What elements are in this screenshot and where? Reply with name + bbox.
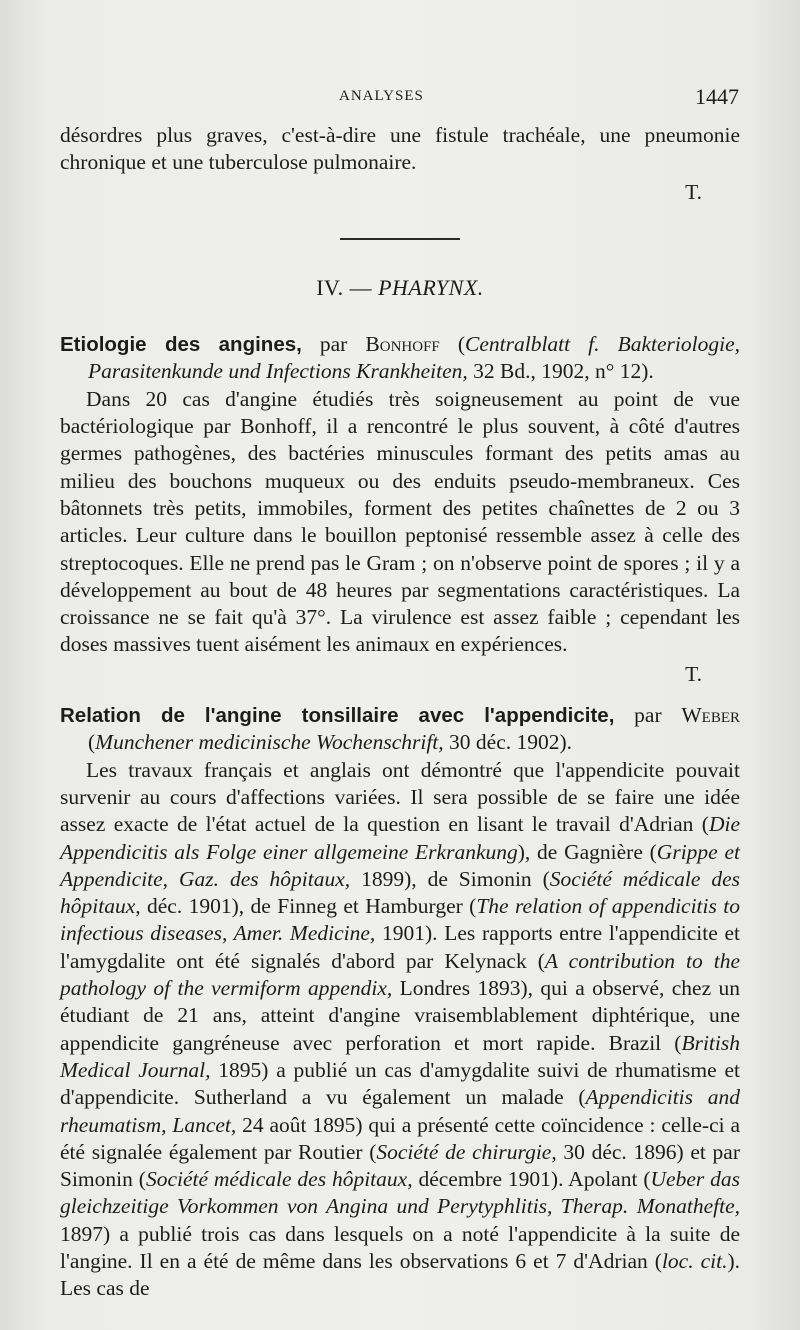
article-2-paren: ( xyxy=(88,730,96,755)
article-1-author: Bonhoff xyxy=(365,332,440,357)
intro-paragraph: désordres plus graves, c'est-à-dire une fistule trachéale, une pneumonie chronique et une tuberculose pulmonaire. xyxy=(60,123,740,175)
article-1-title: Etiologie des angines, xyxy=(60,333,302,357)
reference-title: Grippe et Appendicite, Gaz. des hôpitaux, xyxy=(60,839,740,891)
article-2-body xyxy=(60,757,740,1303)
reference-title: British Medical Journal, xyxy=(60,1030,740,1082)
article-1-signature: T. xyxy=(685,661,702,686)
section-heading xyxy=(60,274,740,301)
page-body xyxy=(60,122,740,1303)
article-1-by: par xyxy=(301,332,366,357)
text-run: Les travaux français et anglais ont démontré que l'appendicite pouvait survenir au cours d'affections variées. Il sera possible de se faire une idée assez exacte de l'état actuel de la question en lisant le travail d'Adrian ( xyxy=(60,757,740,837)
intro-signature: T. xyxy=(685,179,702,204)
text-run: ), de Gagnière ( xyxy=(517,839,657,864)
reference-title: Société médicale des hôpitaux, xyxy=(60,866,740,919)
reference-title: Ueber das gleichzeitige Vorkommen von Angina und Perytyphlitis, Therap. Monathefte, xyxy=(60,1167,740,1219)
reference-title: Société de chirurgie, xyxy=(376,1139,557,1164)
reference-title: The relation of appendicitis to infectious diseases, Amer. Medicine, xyxy=(60,894,740,946)
article-1-body: Dans 20 cas d'angine étudiés très soigneusement au point de vue bactériologique par Bonhoff, il a rencontré le plus souvent, à côté d'autres germes pathogènes, des bactéries minuscules formant des petits amas au milieu des bouchons muqueux ou des enduits pseudo-membraneux. Ces bâtonnets très petits, immobiles, forment des petites chaînettes de 2 ou 3 articles. Leur culture dans le bouillon peptonisé ressemble assez à celle des streptocoques. Elle ne prend pas le Gram ; on n'observe point de spores ; il y a développement au bout de 48 heures par segmentations caractéristiques. La croissance ne se fait qu'à 37°. La virulence est assez faible ; cependant les doses massives tuent aisément les animaux en expériences. xyxy=(60,386,740,657)
section-number: IV. — xyxy=(316,274,373,300)
article-1-volume: 32 Bd., 1902, n° 12). xyxy=(467,359,654,384)
text-run: décembre 1901). Apolant ( xyxy=(412,1167,651,1192)
page-header xyxy=(0,84,800,109)
section-divider xyxy=(340,238,460,240)
page-number: 1447 xyxy=(695,84,739,109)
text-run: ). Les cas de xyxy=(60,1248,740,1301)
text-run: 1899), de Simonin ( xyxy=(350,866,550,891)
article-2-journal: Munchener medicinische Wochenschrift, xyxy=(95,730,444,755)
reference-title: Société médicale des hôpitaux, xyxy=(145,1167,413,1192)
text-run: 24 août 1895) qui a présenté cette coïncidence : celle-ci a été signalée également par Routier ( xyxy=(60,1112,740,1164)
text-run: 1897) a publié trois cas dans lesquels on a noté l'appendicite à la suite de l'angine. Il en a été de même dans les observations 6 et 7 d'Adrian ( xyxy=(60,1221,740,1273)
article-1-journal: Centralblatt f. Bakteriologie, Parasitenkunde und Infections Krankheiten, xyxy=(88,332,740,384)
article-spacer xyxy=(60,688,740,702)
section-title: PHARYNX. xyxy=(378,274,484,300)
reference-title: Appendicitis and rheumatism, Lancet, xyxy=(60,1085,740,1137)
article-2-author: Weber xyxy=(681,703,740,728)
article-1-paren: ( xyxy=(439,332,465,357)
reference-title: Die Appendicitis als Folge einer allgemeine Erkrankung xyxy=(60,812,740,864)
article-2-title: Relation de l'angine tonsillaire avec l'appendicite, xyxy=(60,704,615,728)
text-run: 1901). Les rapports entre l'appendicite et l'amygdalite ont été signalés d'abord par Kelynack ( xyxy=(60,921,740,973)
article-1-citation xyxy=(60,331,740,386)
text-run: 1895) a publié un cas d'amygdalite suivi de rhumatisme et d'appendicite. Sutherland a vu également un malade ( xyxy=(60,1057,740,1110)
text-run: 30 déc. 1896) et par Simonin ( xyxy=(60,1139,740,1192)
article-2-citation xyxy=(60,702,740,757)
text-run: déc. 1901), de Finneg et Hamburger ( xyxy=(140,894,477,919)
text-run: Londres 1893), qui a observé, chez un étudiant de 21 ans, atteint d'angine vraisemblablement diphtérique, une appendicite gangréneuse avec perforation et mort rapide. Brazil ( xyxy=(60,976,741,1055)
running-head: ANALYSES xyxy=(339,88,424,104)
article-2-by: par xyxy=(614,703,682,728)
reference-title: loc. cit. xyxy=(661,1248,728,1273)
reference-title: A contribution to the pathology of the vermiform appendix, xyxy=(60,948,740,1001)
article-2-date: 30 déc. 1902). xyxy=(443,730,573,755)
